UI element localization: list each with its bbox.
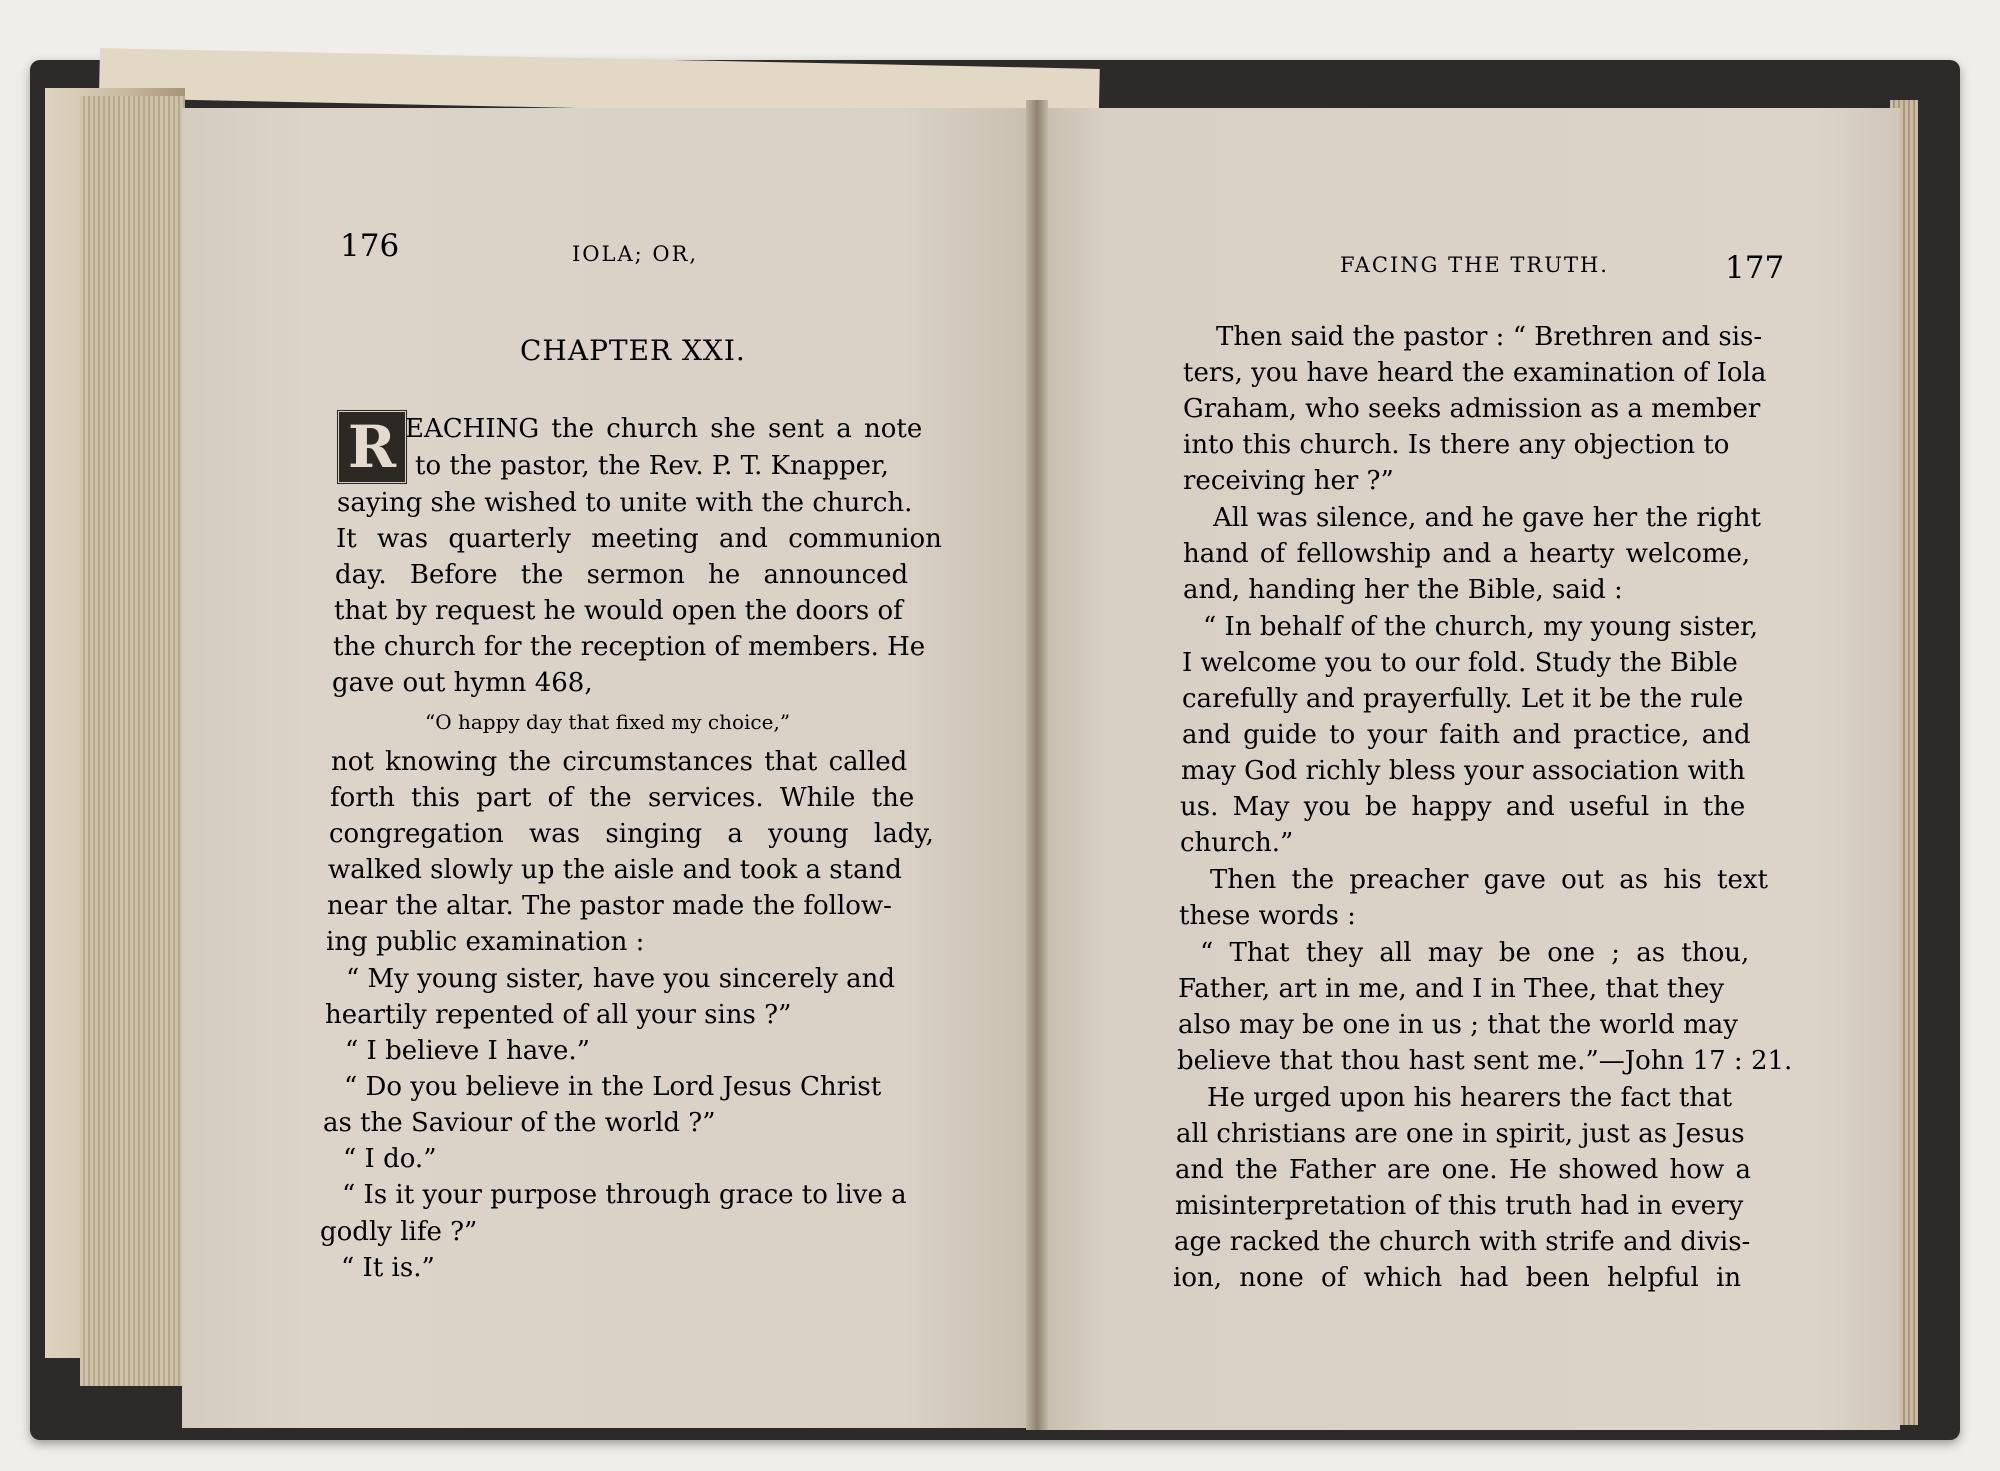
right-line: also may be one in us ; that the world may [1178,1010,1738,1040]
left-running-head: IOLA; OR, [572,242,699,266]
chapter-title: CHAPTER XXI. [520,334,746,367]
left-line: heartily repented of all your sins ?” [325,1000,792,1030]
right-line: believe that thou hast sent me.”—John 17 : 21. [1177,1046,1793,1076]
right-line: ters, you have heard the examination of Iola [1183,358,1767,388]
right-line: into this church. Is there any objection to [1183,430,1730,460]
left-line: day. Before the sermon he announced [335,560,909,590]
right-line: hand of fellowship and a hearty welcome, [1183,539,1751,569]
left-line: “ My young sister, have you sincerely and [346,964,896,994]
left-line: “ Do you believe in the Lord Jesus Christ [344,1072,882,1102]
right-line: receiving her ?” [1183,466,1394,496]
right-line: Father, art in me, and I in Thee, that they [1178,974,1725,1004]
left-line: forth this part of the services. While the [330,783,915,813]
left-page-number: 176 [340,228,400,264]
right-line: Then said the pastor : “ Brethren and sis- [1216,322,1763,352]
book-gutter [1026,100,1048,1430]
right-line: church.” [1180,828,1294,858]
right-line: age racked the church with strife and divis- [1174,1227,1751,1257]
left-line: saying she wished to unite with the church. [337,488,913,518]
right-line: and, handing her the Bible, said : [1183,575,1623,605]
right-line: all christians are one in spirit, just as Jesus [1176,1119,1745,1149]
right-line: He urged upon his hearers the fact that [1207,1083,1733,1113]
left-line: that by request he would open the doors of [334,596,903,626]
left-line: to the pastor, the Rev. P. T. Knapper, [415,451,889,481]
left-line: “ It is.” [341,1253,435,1283]
left-line: EACHING the church she sent a note [405,414,923,444]
right-running-head: FACING THE TRUTH. [1340,253,1609,277]
left-page-edges [80,96,185,1386]
right-line: All was silence, and he gave her the right [1213,503,1761,533]
right-line: carefully and prayerfully. Let it be the rule [1182,684,1744,714]
right-line: Then the preacher gave out as his text [1210,865,1768,895]
hymn-quote: “O happy day that fixed my choice,” [425,710,791,734]
right-line: and guide to your faith and practice, and [1182,720,1751,750]
right-line: and the Father are one. He showed how a [1175,1155,1751,1185]
left-line: walked slowly up the aisle and took a stand [328,855,902,885]
left-line: “ I do.” [343,1144,437,1174]
right-line: misinterpretation of this truth had in every [1175,1191,1744,1221]
right-line: I welcome you to our fold. Study the Bible [1182,648,1738,678]
left-line: It was quarterly meeting and communion [336,524,942,554]
left-line: godly life ?” [320,1217,478,1247]
left-line: as the Saviour of the world ?” [323,1108,716,1138]
left-line: not knowing the circumstances that called [331,747,908,777]
right-line: Graham, who seeks admission as a member [1183,394,1761,424]
right-line: “ In behalf of the church, my young sister, [1203,612,1759,642]
right-line: us. May you be happy and useful in the [1180,792,1746,822]
left-line: ing public examination : [326,927,645,957]
right-page-number: 177 [1725,250,1785,286]
left-line: gave out hymn 468, [332,668,593,698]
left-line: congregation was singing a young lady, [329,819,934,849]
right-line: may God richly bless your association with [1181,756,1746,786]
right-line: these words : [1179,901,1356,931]
drop-cap: R [336,409,408,485]
left-line: “ I believe I have.” [345,1036,590,1066]
left-line: near the altar. The pastor made the follow- [327,891,892,921]
right-line: “ That they all may be one ; as thou, [1200,938,1750,968]
right-line: ion, none of which had been helpful in [1173,1263,1742,1293]
left-line: “ Is it your purpose through grace to live a [342,1180,907,1210]
left-line: the church for the reception of members. He [333,632,926,662]
